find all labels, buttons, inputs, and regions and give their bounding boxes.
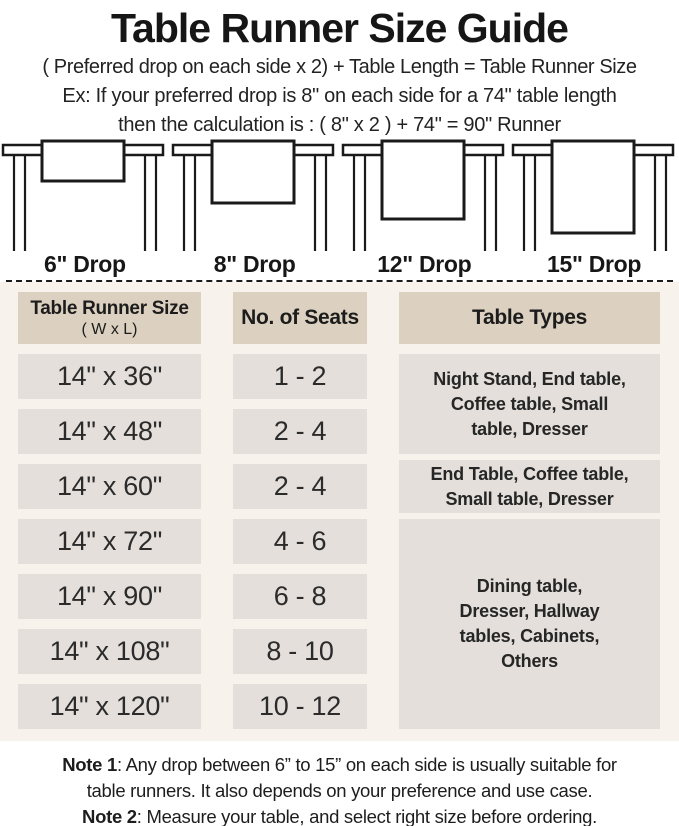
runner-size-cell xyxy=(18,684,201,729)
table-types-cell-small xyxy=(399,354,660,454)
runner-size-cell xyxy=(18,409,201,454)
table-types-line: table, Dresser xyxy=(471,418,588,439)
table-illustration xyxy=(340,139,510,251)
column-header-seats-label: No. of Seats xyxy=(241,306,359,329)
runner-shape xyxy=(42,141,124,181)
note-line-2 xyxy=(0,778,679,804)
table-types-line: tables, Cabinets, xyxy=(459,626,600,646)
drop-label-12in: 12" Drop xyxy=(377,251,472,277)
seats-cell xyxy=(233,519,367,564)
drop-diagram-15in xyxy=(510,139,679,251)
runner-size-value: 14" x 90" xyxy=(56,581,163,611)
note-text: : Any drop between 6” to 15” on each side is usually suitable for xyxy=(116,754,617,775)
runner-size-cell xyxy=(18,519,201,564)
header xyxy=(0,0,679,139)
table-types-text xyxy=(460,574,600,674)
seats-value: 1 - 2 xyxy=(273,361,327,391)
runner-shape xyxy=(382,141,464,219)
drop-label-15in: 15" Drop xyxy=(547,251,642,277)
drop-diagram-12in xyxy=(340,139,510,251)
runner-size-cell xyxy=(18,574,201,619)
note-line-3 xyxy=(0,804,679,826)
seats-cell xyxy=(233,464,367,509)
runner-size-value: 14" x 60" xyxy=(56,471,163,501)
table-types-line: Small table, Dresser xyxy=(445,488,614,509)
note-label: Note 2 xyxy=(82,806,137,826)
runner-size-value: 14" x 120" xyxy=(49,691,170,721)
page-title: Table Runner Size Guide xyxy=(111,5,568,51)
column-header-runner-size-title: Table Runner Size xyxy=(30,297,189,319)
seats-value: 4 - 6 xyxy=(273,526,327,556)
table-types-line: End Table, Coffee table, xyxy=(430,463,629,484)
seats-cell xyxy=(233,684,367,729)
table-types-line: Dresser, Hallway xyxy=(459,601,600,621)
column-header-types xyxy=(399,292,660,344)
table-illustration xyxy=(510,139,679,251)
table-types-line: Others xyxy=(501,651,558,671)
runner-size-value: 14" x 108" xyxy=(49,636,170,666)
seats-value: 10 - 12 xyxy=(259,691,341,721)
table-types-line: Dining table, xyxy=(476,576,583,596)
table-illustration xyxy=(0,139,170,251)
seats-cell xyxy=(233,354,367,399)
notes-section xyxy=(0,741,679,826)
runner-size-cell xyxy=(18,354,201,399)
runner-shape xyxy=(552,141,634,233)
drop-label-8in: 8" Drop xyxy=(213,251,296,277)
runner-size-cell xyxy=(18,629,201,674)
size-table xyxy=(18,292,679,729)
column-header-runner-size-subtitle: ( W x L) xyxy=(81,320,138,338)
runner-size-value: 14" x 36" xyxy=(56,361,163,391)
seats-cell xyxy=(233,629,367,674)
seats-value: 2 - 4 xyxy=(273,416,327,446)
drop-diagrams xyxy=(0,139,679,251)
size-table-section xyxy=(0,282,679,741)
column-header-runner-size xyxy=(18,292,201,344)
runner-size-cell xyxy=(18,464,201,509)
column-header-seats xyxy=(233,292,367,344)
seats-value: 2 - 4 xyxy=(273,471,327,501)
table-types-text xyxy=(431,462,629,512)
runner-shape xyxy=(212,141,294,203)
table-types-cell-large xyxy=(399,519,660,729)
runner-size-value: 14" x 72" xyxy=(56,526,163,556)
drop-diagram-8in xyxy=(170,139,340,251)
note-text: : Measure your table, and select right size before ordering. xyxy=(136,806,597,826)
example-line-1: Ex: If your preferred drop is 8" on each side for a 74" table length xyxy=(62,85,617,107)
example-line-2: then the calculation is : ( 8" x 2 ) + 74" = 90" Runner xyxy=(118,114,561,136)
drop-labels-row xyxy=(0,251,679,279)
drop-diagram-6in xyxy=(0,139,170,251)
runner-size-value: 14" x 48" xyxy=(56,416,163,446)
note-label: Note 1 xyxy=(62,754,117,775)
table-types-text xyxy=(433,367,625,442)
table-types-line: Coffee table, Small xyxy=(450,393,609,414)
drop-label-6in: 6" Drop xyxy=(44,251,126,277)
table-types-cell-medium xyxy=(399,460,660,513)
table-illustration xyxy=(170,139,340,251)
seats-cell xyxy=(233,409,367,454)
formula-line: ( Preferred drop on each side x 2) + Table Length = Table Runner Size xyxy=(42,56,637,78)
note-text: table runners. It also depends on your preference and use case. xyxy=(86,780,593,801)
table-types-line: Night Stand, End table, xyxy=(433,368,626,389)
note-line-1 xyxy=(0,752,679,778)
seats-cell xyxy=(233,574,367,619)
seats-value: 8 - 10 xyxy=(266,636,334,666)
column-header-types-label: Table Types xyxy=(472,306,587,329)
seats-value: 6 - 8 xyxy=(273,581,327,611)
